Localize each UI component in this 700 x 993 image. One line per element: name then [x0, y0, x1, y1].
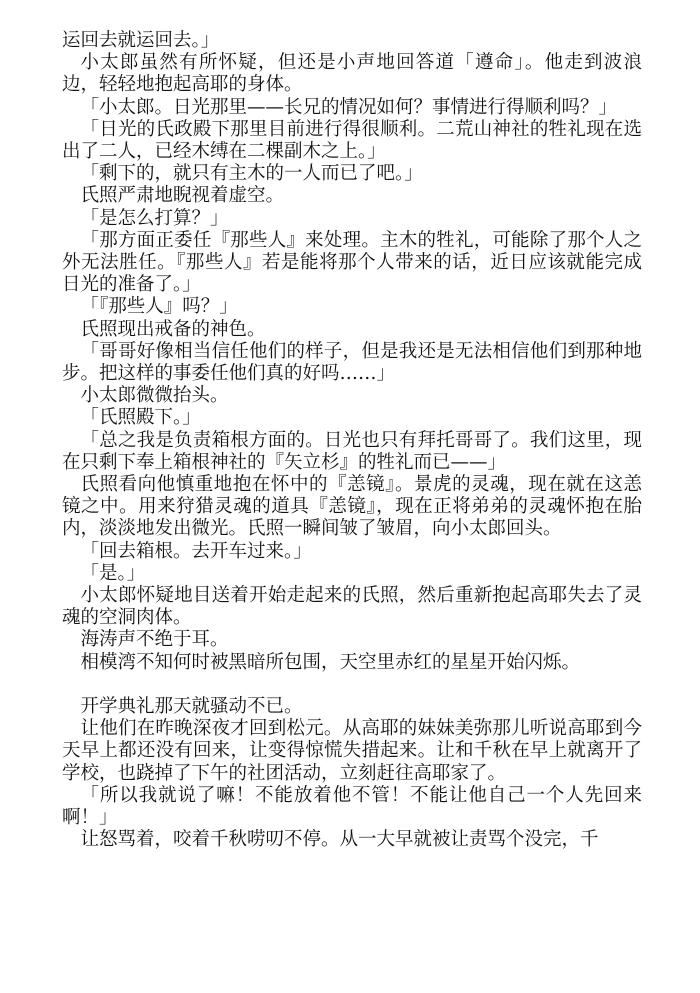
paragraph: 海涛声不绝于耳。 — [80, 629, 229, 651]
paragraph: 氏照看向他慎重地抱在怀中的『恙镜』。景虎的灵魂，现在就在这恙镜之中。用来狩猎灵魂的道具『恙镜』，现在正将弟弟的灵魂怀抱在胎内，淡淡地发出微光。氏照一瞬间皱了皱眉，向小太郎回头。 — [62, 474, 642, 540]
paragraph: 「所以我就说了嘛！不能放着他不管！不能让他自己一个人先回来啊！」 — [62, 784, 642, 829]
paragraph: 「剩下的，就只有主木的一人而已了吧。」 — [80, 163, 423, 185]
paragraph: 小太郎怀疑地目送着开始走起来的氏照，然后重新抱起高耶失去了灵魂的空洞肉体。 — [62, 585, 642, 629]
paragraph: 让怒骂着，咬着千秋唠叨不停。从一大早就被让责骂个没完，千 — [80, 829, 599, 851]
paragraph: 「总之我是负责箱根方面的。日光也只有拜托哥哥了。我们这里，现在只剩下奉上箱根神社的『矢立杉』的牲礼而已——」 — [62, 429, 642, 473]
paragraph: 氏照严肃地睨视着虚空。 — [80, 185, 285, 207]
paragraph: 「『那些人』吗？」 — [80, 296, 238, 318]
paragraph: 「日光的氏政殿下那里目前进行得很顺利。二荒山神社的牲礼现在选出了二人，已经木缚在二棵副木之上。」 — [62, 118, 642, 163]
paragraph: 相模湾不知何时被黑暗所包围，天空里赤红的星星开始闪烁。 — [80, 651, 581, 673]
novel-page — [62, 30, 642, 852]
paragraph: 「氏照殿下。」 — [80, 407, 201, 429]
paragraph: 让他们在昨晚深夜才回到松元。从高耶的妹妹美弥那儿听说高耶到今天早上都还没有回来，让变得惊慌失措起来。让和千秋在早上就离开了学校，也跷掉了下午的社团活动，立刻赶往高耶家了。 — [62, 718, 642, 784]
paragraph: 小太郎虽然有所怀疑，但还是小声地回答道「遵命」。他走到波浪边，轻轻地抱起高耶的身体。 — [62, 52, 642, 96]
paragraph: 氏照现出戒备的神色。 — [80, 318, 266, 340]
paragraph: 「是。」 — [80, 562, 146, 584]
paragraph: 小太郎微微抬头。 — [80, 385, 229, 407]
paragraph: 开学典礼那天就骚动不已。 — [80, 696, 303, 718]
section-break — [62, 674, 642, 696]
paragraph: 「小太郎。日光那里——长兄的情况如何？事情进行得顺利吗？」 — [80, 96, 618, 118]
paragraph: 「那方面正委任『那些人』来处理。主木的牲礼，可能除了那个人之外无法胜任。『那些人』若是能将那个人带来的话，近日应该就能完成日光的准备了。」 — [62, 229, 642, 296]
paragraph: 「哥哥好像相当信任他们的样子，但是我还是无法相信他们到那种地步。把这样的事委任他们真的好吗……」 — [62, 340, 642, 385]
paragraph: 运回去就运回去。」 — [62, 30, 220, 51]
paragraph: 「回去箱根。去开车过来。」 — [80, 540, 312, 562]
paragraph: 「是怎么打算？」 — [80, 207, 229, 229]
